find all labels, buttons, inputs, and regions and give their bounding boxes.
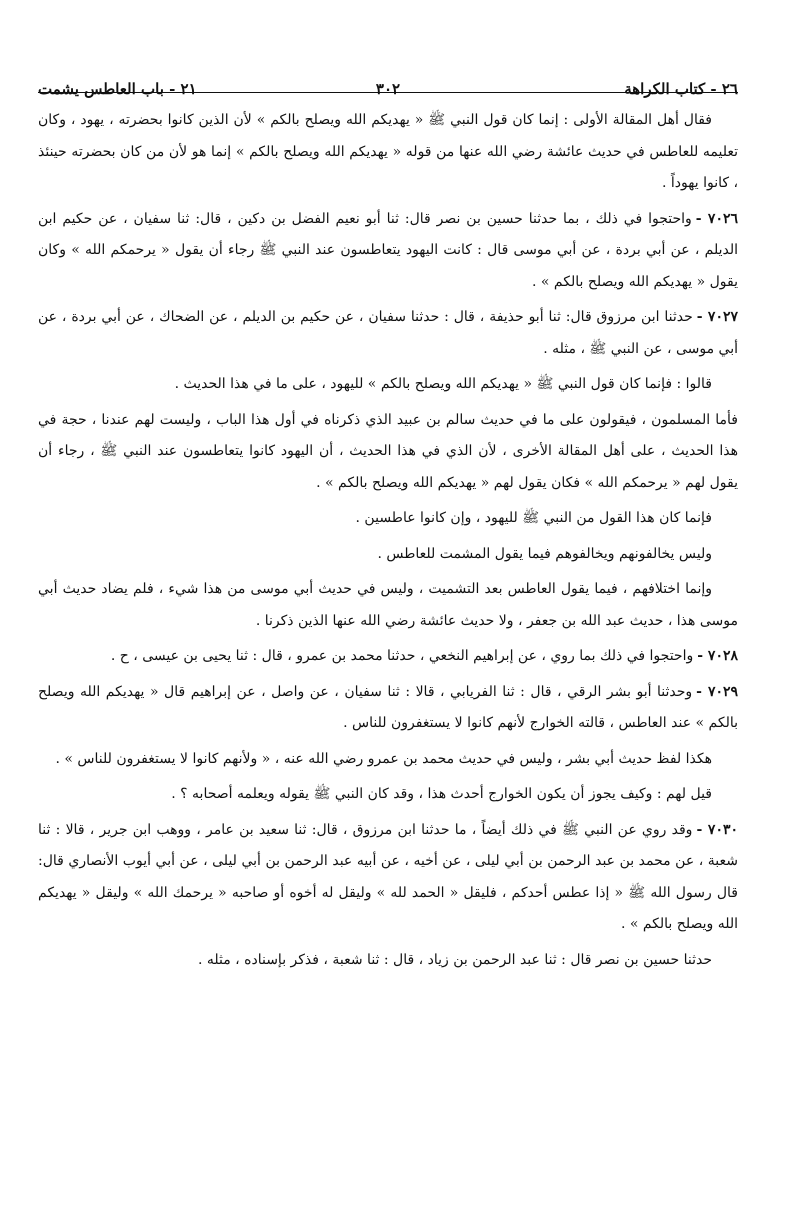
paragraph — [38, 744, 738, 776]
paragraph-text: قيل لهم : وكيف يجوز أن يكون الخوارج أحدث هذا ، وقد كان النبي ﷺ يقوله ويعلمه أصحابه ؟ . — [171, 786, 712, 802]
hadith-entry — [38, 641, 738, 673]
paragraph-text: فإنما كان هذا القول من النبي ﷺ لليهود ، وإن كانوا عاطسين . — [355, 510, 712, 526]
hadith-number: ٧٠٢٩ - — [696, 683, 739, 700]
hadith-number: ٧٠٢٧ - — [696, 309, 738, 325]
hadith-entry — [38, 204, 738, 299]
hadith-number: ٧٠٢٨ - — [697, 648, 738, 664]
paragraph-text: وإنما اختلافهم ، فيما يقول العاطس بعد التشميت ، وليس في حديث أبي موسى من هذا شيء ، فلم يضاد حديث أبي موسى هذا ، حديث عبد الله بن جعفر ، ولا حديث عائشة رضي الله عنها الذين ذكرنا . — [38, 581, 738, 629]
paragraph — [38, 779, 738, 811]
paragraph-text: واحتجوا في ذلك ، بما حدثنا حسين بن نصر قال: ثنا أبو نعيم الفضل بن دكين ، قال: ثنا سفيان ، عن حكيم ابن الديلم ، عن أبي بردة ، عن أبي موسى قال : كانت اليهود يتعاطسون عند النبي ﷺ رجاء أن يقول « يرحمكم الله » وكان يقول « يهديكم الله ويصلح بالكم » . — [38, 210, 738, 290]
hadith-number: ٧٠٢٦ - — [695, 210, 738, 227]
paragraph-text: وقد روي عن النبي ﷺ في ذلك أيضاً ، ما حدثنا ابن مرزوق ، قال: ثنا سعيد بن عامر ، ووهب ابن جرير ، قالا : ثنا شعبة ، عن محمد بن عبد الرحمن بن أبي ليلى ، عن أخيه ، عن أبيه عبد الرحمن بن أبي ليلى ، عن أبي أيوب الأنصاري قال: قال رسول الله ﷺ « إذا عطس أحدكم ، فليقل « الحمد لله » وليقل له أخوه أو صاحبه « يرحمك الله » وليقل « يهديكم الله ويصلح بالكم » . — [38, 821, 738, 932]
hadith-entry — [38, 815, 738, 941]
paragraph-text: حدثنا حسين بن نصر قال : ثنا عبد الرحمن بن زياد ، قال : ثنا شعبة ، فذكر بإسناده ، مثله . — [197, 951, 712, 968]
section-title: ٢١ - باب العاطس يشمت — [38, 80, 197, 98]
paragraph — [38, 369, 738, 401]
chapter-title: ٢٦ - كتاب الكراهة — [624, 80, 738, 98]
book-page — [38, 58, 738, 1058]
paragraph — [38, 405, 738, 500]
paragraph-text: هكذا لفظ حديث أبي بشر ، وليس في حديث محمد بن عمرو رضي الله عنه ، « ولأنهم كانوا لا يستغفرون للناس » . — [55, 750, 712, 767]
paragraph — [38, 503, 738, 535]
page-number: ٣٠٢ — [375, 80, 401, 98]
paragraph-text: وحدثنا أبو بشر الرقي ، قال : ثنا الفريابي ، قالا : ثنا سفيان ، عن واصل ، عن إبراهيم قال « يهديكم الله ويصلح بالكم » عند العاطس ، قالته الخوارج لأنهم كانوا لا يستغفرون للناس . — [38, 683, 738, 731]
hadith-entry — [38, 302, 738, 365]
paragraph-text: قالوا : فإنما كان قول النبي ﷺ « يهديكم الله ويصلح بالكم » لليهود ، على ما في هذا الحديث . — [174, 376, 712, 392]
running-header — [38, 58, 738, 98]
paragraph-text: حدثنا ابن مرزوق قال: ثنا أبو حذيفة ، قال : حدثنا سفيان ، عن حكيم بن الديلم ، عن الضحاك ، عن أبي بردة ، عن أبي موسى ، عن النبي ﷺ ، مثله . — [38, 309, 738, 357]
paragraph-text: وليس يخالفونهم ويخالفوهم فيما يقول المشمت للعاطس . — [377, 545, 712, 562]
paragraph-text: فأما المسلمون ، فيقولون على ما في حديث سالم بن عبيد الذي ذكرناه في أول هذا الباب ، وليست لهم عندنا ، حجة في هذا الحديث ، على أهل المقالة الأخرى ، لأن الذي في هذا الحديث ، أن اليهود كانوا يتعاطسون عند النبي ﷺ ، رجاء أن يقول لهم « يرحمكم الله » فكان يقول لهم « يهديكم الله ويصلح بالكم » . — [38, 411, 738, 491]
hadith-number: ٧٠٣٠ - — [696, 821, 738, 838]
paragraph — [38, 574, 738, 637]
paragraph-text: واحتجوا في ذلك بما روي ، عن إبراهيم النخعي ، حدثنا محمد بن عمرو ، قال : ثنا يحيى بن عيسى ، ح . — [110, 648, 694, 664]
hadith-entry — [38, 677, 738, 740]
paragraph — [38, 105, 738, 200]
paragraph-text: فقال أهل المقالة الأولى : إنما كان قول النبي ﷺ « يهديكم الله ويصلح بالكم » لأن الذين كانوا بحضرته ، يهود ، وكان تعليمه للعاطس في حديث عائشة رضي الله عنها من قوله « يهديكم الله ويصلح بالكم » إنما هو لأن من كان بحضرته حينئذ ، كانوا يهوداً . — [38, 112, 738, 191]
paragraph — [38, 539, 738, 571]
paragraph — [38, 945, 738, 977]
page-body — [38, 93, 738, 976]
